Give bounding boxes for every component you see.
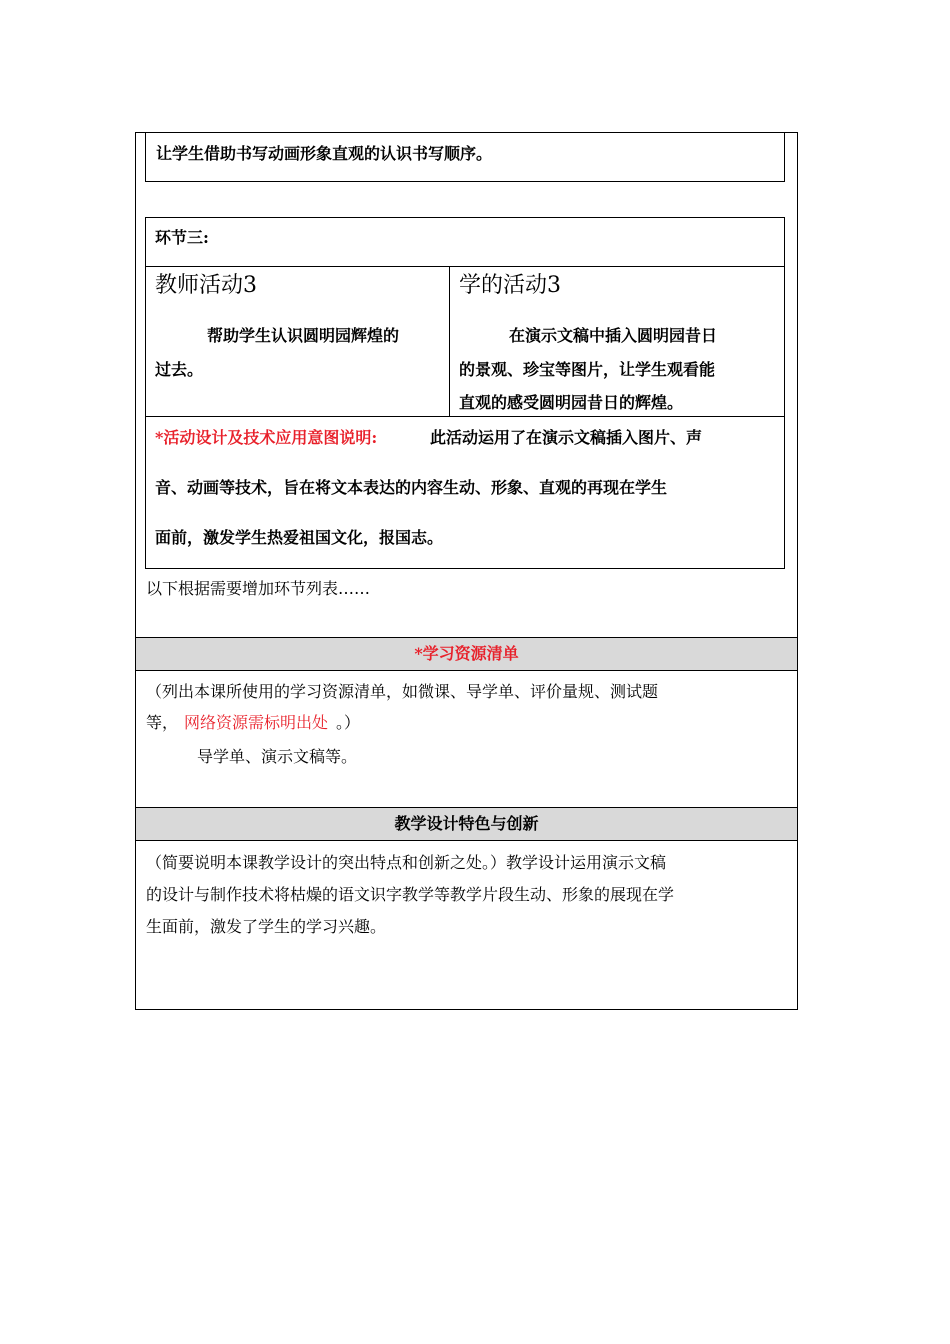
resources-hint-end: 。） [336, 713, 361, 732]
features-text: （简要说明本课教学设计的突出特点和创新之处。）教学设计运用演示文稿 [146, 853, 667, 872]
design-intent-label: *活动设计及技术应用意图说明: [155, 428, 378, 447]
teacher-activity-text: 帮助学生认识圆明园辉煌的 [207, 326, 400, 345]
design-intent-text: 音、动画等技术，旨在将文本表达的内容生动、形象、直观的再现在学生 [155, 478, 668, 497]
more-stages-note: 以下根据需要增加环节列表…… [146, 579, 371, 598]
resources-content: 导学单、演示文稿等。 [197, 747, 358, 766]
lesson-design-table [135, 132, 798, 1010]
teacher-activity-text: 过去。 [155, 360, 204, 379]
design-intent-text: 此活动运用了在演示文稿插入图片、声 [430, 428, 703, 447]
student-activity-heading: 学的活动3 [459, 273, 561, 298]
features-header: 教学设计特色与创新 [136, 807, 797, 841]
features-text: 生面前，激发了学生的学习兴趣。 [146, 917, 387, 936]
resources-header: *学习资源清单 [136, 637, 797, 671]
resources-hint-start: 等， [146, 713, 179, 732]
stage3-box [145, 217, 785, 569]
student-activity-text: 直观的感受圆明园昔日的辉煌。 [459, 393, 684, 412]
design-intent-text: 面前，激发学生热爱祖国文化，报国志。 [155, 528, 444, 547]
writing-order-box [145, 132, 785, 182]
features-text: 的设计与制作技术将枯燥的语文识字教学等教学片段生动、形象的展现在学 [146, 885, 675, 904]
stage3-divider-bottom [146, 416, 784, 417]
teacher-activity-heading: 教师活动3 [155, 273, 257, 298]
student-activity-text: 在演示文稿中插入圆明园昔日 [509, 326, 718, 345]
stage3-title: 环节三: [155, 228, 209, 247]
stage3-divider-top [146, 266, 784, 267]
student-activity-text: 的景观、珍宝等图片，让学生观看能 [459, 360, 716, 379]
writing-order-text: 让学生借助书写动画形象直观的认识书写顺序。 [156, 144, 493, 163]
resources-hint-source-note: 网络资源需标明出处 [184, 713, 329, 732]
stage3-column-divider [449, 266, 450, 416]
resources-hint: （列出本课所使用的学习资源清单，如微课、导学单、评价量规、测试题 [146, 682, 659, 701]
